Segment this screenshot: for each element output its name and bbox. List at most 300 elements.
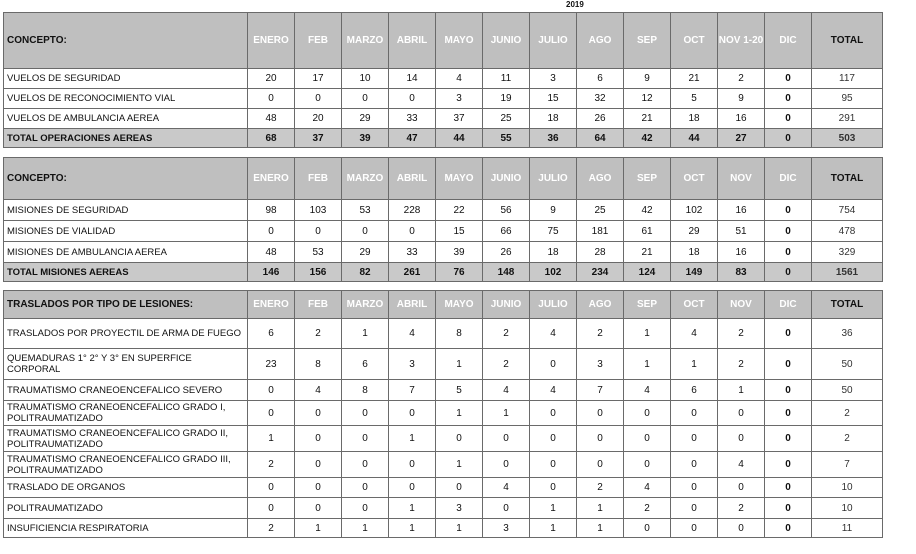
table-cell: 5	[436, 380, 483, 401]
column-header: JUNIO	[483, 13, 530, 69]
table-cell: 478	[812, 221, 883, 242]
table-cell: 0	[295, 89, 342, 109]
table-cell: 3	[389, 349, 436, 380]
table-cell: 4	[295, 380, 342, 401]
row-label: MISIONES DE SEGURIDAD	[4, 200, 248, 221]
table-cell: 0	[765, 109, 812, 129]
table-cell: 0	[765, 242, 812, 263]
row-label: QUEMADURAS 1° 2° Y 3° EN SUPERFICE CORPORAL	[4, 349, 248, 380]
row-label: TOTAL MISIONES AEREAS	[4, 263, 248, 282]
table-cell: 1	[436, 452, 483, 478]
table-cell: 0	[577, 401, 624, 426]
table-cell: 47	[389, 129, 436, 148]
table-misiones-aereas	[3, 157, 883, 282]
table-row	[4, 452, 883, 478]
table-cell: 2	[577, 478, 624, 498]
table-cell: 32	[577, 89, 624, 109]
table-cell: 15	[530, 89, 577, 109]
table-cell: 0	[530, 349, 577, 380]
table-cell: 102	[530, 263, 577, 282]
table-operaciones-aereas	[3, 12, 883, 148]
table-cell: 2	[718, 69, 765, 89]
table-cell: 53	[342, 200, 389, 221]
column-header: NOV	[718, 291, 765, 319]
table-cell: 3	[436, 498, 483, 519]
table-cell: 1	[436, 519, 483, 538]
column-header: AGO	[577, 158, 624, 200]
table-cell: 51	[718, 221, 765, 242]
column-header: FEB	[295, 291, 342, 319]
table-cell: 0	[295, 221, 342, 242]
table-cell: 2	[718, 498, 765, 519]
table-cell: 10	[812, 498, 883, 519]
table-cell: 0	[389, 89, 436, 109]
table-cell: 0	[483, 452, 530, 478]
table-cell: 0	[389, 401, 436, 426]
table-cell: 4	[483, 380, 530, 401]
column-header: OCT	[671, 158, 718, 200]
table-row	[4, 349, 883, 380]
table-cell: 0	[295, 498, 342, 519]
table-cell: 61	[624, 221, 671, 242]
table-cell: 0	[671, 452, 718, 478]
column-header: MAYO	[436, 13, 483, 69]
table-cell: 0	[765, 129, 812, 148]
table-cell: 1	[483, 401, 530, 426]
column-header: MARZO	[342, 13, 389, 69]
table-cell: 36	[812, 319, 883, 349]
table-cell: 42	[624, 200, 671, 221]
table-cell: 329	[812, 242, 883, 263]
table-cell: 16	[718, 200, 765, 221]
column-header: ABRIL	[389, 291, 436, 319]
table-cell: 25	[483, 109, 530, 129]
table-cell: 3	[577, 349, 624, 380]
table-cell: 29	[671, 221, 718, 242]
table-cell: 6	[248, 319, 295, 349]
table-cell: 146	[248, 263, 295, 282]
table-cell: 0	[765, 263, 812, 282]
table-cell: 1	[624, 349, 671, 380]
table-cell: 4	[718, 452, 765, 478]
table-row	[4, 498, 883, 519]
column-header: DIC	[765, 13, 812, 69]
table-cell: 2	[624, 498, 671, 519]
table-cell: 75	[530, 221, 577, 242]
table-cell: 0	[765, 89, 812, 109]
column-header: JULIO	[530, 158, 577, 200]
table-cell: 102	[671, 200, 718, 221]
table-cell: 14	[389, 69, 436, 89]
table-cell: 0	[718, 478, 765, 498]
table-cell: 50	[812, 349, 883, 380]
table-row	[4, 319, 883, 349]
table-cell: 0	[342, 89, 389, 109]
table-cell: 4	[483, 478, 530, 498]
table-cell: 9	[624, 69, 671, 89]
table-row	[4, 221, 883, 242]
table-cell: 6	[342, 349, 389, 380]
table-cell: 503	[812, 129, 883, 148]
table-cell: 64	[577, 129, 624, 148]
table-cell: 0	[389, 221, 436, 242]
header-label: CONCEPTO:	[4, 13, 248, 69]
column-header: ENERO	[248, 291, 295, 319]
table-cell: 0	[342, 452, 389, 478]
table-cell: 0	[765, 200, 812, 221]
table-cell: 2	[295, 319, 342, 349]
table-cell: 76	[436, 263, 483, 282]
table-cell: 0	[671, 519, 718, 538]
table-cell: 48	[248, 242, 295, 263]
row-label: TRASLADOS POR PROYECTIL DE ARMA DE FUEGO	[4, 319, 248, 349]
table-cell: 1	[389, 426, 436, 452]
column-header: ENERO	[248, 13, 295, 69]
column-header: JULIO	[530, 13, 577, 69]
table-cell: 0	[248, 380, 295, 401]
table-cell: 0	[624, 519, 671, 538]
row-label: VUELOS DE AMBULANCIA AEREA	[4, 109, 248, 129]
table-cell: 82	[342, 263, 389, 282]
table-cell: 7	[577, 380, 624, 401]
table-cell: 2	[718, 319, 765, 349]
table-cell: 0	[765, 221, 812, 242]
column-header: TOTAL	[812, 291, 883, 319]
header-row	[4, 158, 883, 200]
column-header: JULIO	[530, 291, 577, 319]
table-cell: 44	[671, 129, 718, 148]
column-header: AGO	[577, 13, 624, 69]
table-cell: 1	[624, 319, 671, 349]
column-header: JUNIO	[483, 158, 530, 200]
row-label: TRAUMATISMO CRANEOENCEFALICO GRADO I, POLITRAUMATIZADO	[4, 401, 248, 426]
table-cell: 0	[765, 519, 812, 538]
table-cell: 2	[248, 452, 295, 478]
total-row	[4, 129, 883, 148]
table-cell: 18	[530, 242, 577, 263]
table-cell: 0	[624, 426, 671, 452]
table-cell: 0	[295, 426, 342, 452]
table-cell: 0	[530, 426, 577, 452]
row-label: TRAUMATISMO CRANEOENCEFALICO SEVERO	[4, 380, 248, 401]
table-cell: 4	[436, 69, 483, 89]
table-cell: 103	[295, 200, 342, 221]
table-cell: 1	[671, 349, 718, 380]
table-cell: 2	[483, 349, 530, 380]
table-cell: 21	[671, 69, 718, 89]
table-cell: 1	[577, 519, 624, 538]
table-cell: 95	[812, 89, 883, 109]
table-cell: 3	[483, 519, 530, 538]
table-cell: 37	[436, 109, 483, 129]
table-row	[4, 478, 883, 498]
table-cell: 8	[436, 319, 483, 349]
table-cell: 0	[342, 498, 389, 519]
header-label: CONCEPTO:	[4, 158, 248, 200]
table-cell: 4	[530, 319, 577, 349]
table-cell: 0	[389, 452, 436, 478]
table-row	[4, 401, 883, 426]
table-cell: 0	[342, 478, 389, 498]
table-cell: 0	[765, 319, 812, 349]
table-cell: 2	[812, 401, 883, 426]
table-cell: 9	[530, 200, 577, 221]
table-cell: 3	[530, 69, 577, 89]
table-cell: 8	[342, 380, 389, 401]
table-cell: 1	[342, 519, 389, 538]
table-cell: 5	[671, 89, 718, 109]
table-cell: 29	[342, 109, 389, 129]
table-cell: 26	[577, 109, 624, 129]
column-header: FEB	[295, 158, 342, 200]
table-cell: 17	[295, 69, 342, 89]
table-cell: 25	[577, 200, 624, 221]
column-header: FEB	[295, 13, 342, 69]
table-cell: 11	[483, 69, 530, 89]
table-cell: 22	[436, 200, 483, 221]
table-cell: 0	[718, 519, 765, 538]
table-cell: 261	[389, 263, 436, 282]
table-row	[4, 380, 883, 401]
table-cell: 0	[671, 478, 718, 498]
table-cell: 0	[765, 478, 812, 498]
total-row	[4, 263, 883, 282]
column-header: SEP	[624, 13, 671, 69]
table-cell: 98	[248, 200, 295, 221]
table-cell: 1	[530, 519, 577, 538]
table-cell: 228	[389, 200, 436, 221]
table-cell: 53	[295, 242, 342, 263]
table-cell: 124	[624, 263, 671, 282]
table-cell: 0	[765, 349, 812, 380]
table-cell: 0	[342, 401, 389, 426]
table-cell: 66	[483, 221, 530, 242]
table-cell: 0	[248, 498, 295, 519]
table-cell: 6	[671, 380, 718, 401]
table-row	[4, 519, 883, 538]
table-cell: 26	[483, 242, 530, 263]
column-header: MAYO	[436, 291, 483, 319]
table-cell: 0	[624, 452, 671, 478]
table-cell: 10	[342, 69, 389, 89]
table-cell: 20	[248, 69, 295, 89]
table-row	[4, 69, 883, 89]
table-cell: 68	[248, 129, 295, 148]
table-cell: 754	[812, 200, 883, 221]
column-header: SEP	[624, 291, 671, 319]
table-cell: 0	[671, 498, 718, 519]
table-row	[4, 89, 883, 109]
table-cell: 4	[389, 319, 436, 349]
table-cell: 37	[295, 129, 342, 148]
column-header: OCT	[671, 13, 718, 69]
table-cell: 1561	[812, 263, 883, 282]
table-cell: 1	[248, 426, 295, 452]
column-header: MARZO	[342, 158, 389, 200]
table-cell: 0	[483, 426, 530, 452]
table-cell: 7	[389, 380, 436, 401]
table-cell: 7	[812, 452, 883, 478]
table-row	[4, 426, 883, 452]
table-row	[4, 242, 883, 263]
table-cell: 0	[671, 401, 718, 426]
table-cell: 1	[295, 519, 342, 538]
table-cell: 1	[389, 498, 436, 519]
table-cell: 1	[342, 319, 389, 349]
table-cell: 1	[389, 519, 436, 538]
table-traslados-lesiones	[3, 290, 883, 538]
table-cell: 4	[624, 380, 671, 401]
table-cell: 0	[248, 89, 295, 109]
table-cell: 4	[530, 380, 577, 401]
column-header: TOTAL	[812, 158, 883, 200]
column-header: OCT	[671, 291, 718, 319]
table-row	[4, 109, 883, 129]
table-cell: 0	[765, 69, 812, 89]
table-cell: 181	[577, 221, 624, 242]
column-header: MAYO	[436, 158, 483, 200]
table-cell: 0	[530, 478, 577, 498]
table-cell: 2	[718, 349, 765, 380]
table-cell: 21	[624, 242, 671, 263]
table-cell: 10	[812, 478, 883, 498]
table-cell: 83	[718, 263, 765, 282]
table-cell: 0	[765, 498, 812, 519]
table-cell: 16	[718, 109, 765, 129]
table-row	[4, 200, 883, 221]
table-cell: 0	[295, 452, 342, 478]
table-cell: 50	[812, 380, 883, 401]
row-label: TRAUMATISMO CRANEOENCEFALICO GRADO III, POLITRAUMATIZADO	[4, 452, 248, 478]
table-cell: 18	[671, 242, 718, 263]
table-cell: 1	[577, 498, 624, 519]
table-cell: 0	[718, 426, 765, 452]
table-cell: 39	[436, 242, 483, 263]
row-label: TOTAL OPERACIONES AEREAS	[4, 129, 248, 148]
header-row	[4, 13, 883, 69]
table-cell: 0	[530, 401, 577, 426]
table-cell: 18	[530, 109, 577, 129]
table-cell: 117	[812, 69, 883, 89]
table-cell: 1	[436, 349, 483, 380]
column-header: AGO	[577, 291, 624, 319]
row-label: TRASLADO DE ORGANOS	[4, 478, 248, 498]
table-cell: 148	[483, 263, 530, 282]
table-cell: 56	[483, 200, 530, 221]
column-header: MARZO	[342, 291, 389, 319]
table-cell: 0	[765, 401, 812, 426]
table-cell: 291	[812, 109, 883, 129]
table-cell: 4	[624, 478, 671, 498]
table-cell: 0	[530, 452, 577, 478]
column-header: DIC	[765, 291, 812, 319]
table-cell: 15	[436, 221, 483, 242]
table-cell: 21	[624, 109, 671, 129]
table-cell: 12	[624, 89, 671, 109]
table-cell: 33	[389, 109, 436, 129]
column-header: ABRIL	[389, 13, 436, 69]
column-header: NOV	[718, 158, 765, 200]
table-cell: 1	[530, 498, 577, 519]
table-cell: 39	[342, 129, 389, 148]
table-cell: 29	[342, 242, 389, 263]
table-cell: 0	[436, 478, 483, 498]
table-cell: 0	[342, 221, 389, 242]
table-cell: 44	[436, 129, 483, 148]
table-cell: 0	[248, 221, 295, 242]
table-cell: 234	[577, 263, 624, 282]
column-header: DIC	[765, 158, 812, 200]
table-cell: 0	[577, 426, 624, 452]
table-cell: 0	[483, 498, 530, 519]
row-label: VUELOS DE RECONOCIMIENTO VIAL	[4, 89, 248, 109]
table-cell: 0	[389, 478, 436, 498]
header-label: TRASLADOS POR TIPO DE LESIONES:	[4, 291, 248, 319]
table-cell: 55	[483, 129, 530, 148]
table-cell: 33	[389, 242, 436, 263]
table-cell: 1	[436, 401, 483, 426]
table-cell: 1	[718, 380, 765, 401]
table-cell: 2	[577, 319, 624, 349]
table-cell: 42	[624, 129, 671, 148]
column-header: ABRIL	[389, 158, 436, 200]
table-cell: 20	[295, 109, 342, 129]
year-label: 2019	[566, 0, 584, 9]
table-cell: 27	[718, 129, 765, 148]
table-cell: 0	[718, 401, 765, 426]
table-cell: 48	[248, 109, 295, 129]
table-cell: 0	[765, 452, 812, 478]
table-cell: 156	[295, 263, 342, 282]
table-cell: 0	[295, 401, 342, 426]
table-cell: 9	[718, 89, 765, 109]
table-cell: 0	[765, 380, 812, 401]
table-cell: 28	[577, 242, 624, 263]
table-cell: 0	[248, 478, 295, 498]
table-cell: 0	[577, 452, 624, 478]
row-label: MISIONES DE AMBULANCIA AEREA	[4, 242, 248, 263]
table-cell: 0	[342, 426, 389, 452]
table-cell: 2	[483, 319, 530, 349]
table-cell: 0	[248, 401, 295, 426]
column-header: TOTAL	[812, 13, 883, 69]
column-header: ENERO	[248, 158, 295, 200]
column-header: SEP	[624, 158, 671, 200]
header-row	[4, 291, 883, 319]
table-cell: 0	[765, 426, 812, 452]
table-cell: 19	[483, 89, 530, 109]
table-cell: 0	[671, 426, 718, 452]
table-cell: 0	[436, 426, 483, 452]
table-cell: 4	[671, 319, 718, 349]
table-cell: 3	[436, 89, 483, 109]
table-cell: 0	[295, 478, 342, 498]
column-header: NOV 1-20	[718, 13, 765, 69]
table-cell: 18	[671, 109, 718, 129]
row-label: VUELOS DE SEGURIDAD	[4, 69, 248, 89]
table-cell: 6	[577, 69, 624, 89]
table-cell: 2	[812, 426, 883, 452]
row-label: INSUFICIENCIA RESPIRATORIA	[4, 519, 248, 538]
row-label: TRAUMATISMO CRANEOENCEFALICO GRADO II, POLITRAUMATIZADO	[4, 426, 248, 452]
row-label: MISIONES DE VIALIDAD	[4, 221, 248, 242]
table-cell: 23	[248, 349, 295, 380]
column-header: JUNIO	[483, 291, 530, 319]
table-cell: 0	[624, 401, 671, 426]
table-cell: 2	[248, 519, 295, 538]
table-cell: 16	[718, 242, 765, 263]
row-label: POLITRAUMATIZADO	[4, 498, 248, 519]
